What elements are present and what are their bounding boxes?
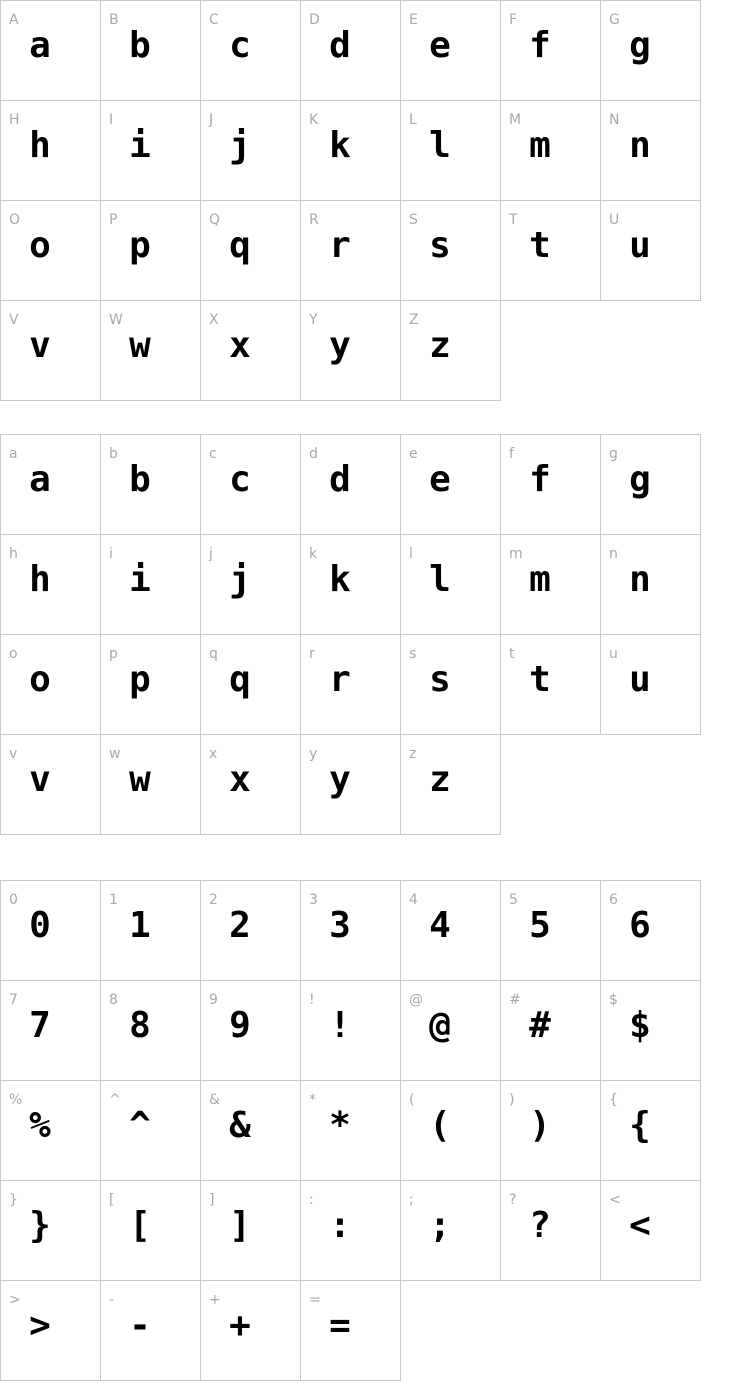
cell-glyph: q	[229, 659, 251, 700]
cell-glyph: l	[429, 559, 451, 600]
glyph-cell	[1, 981, 101, 1081]
cell-character-label: b	[109, 446, 118, 462]
glyph-cell	[601, 201, 701, 301]
cell-character-label: [	[109, 1192, 115, 1208]
glyph-cell	[301, 735, 401, 835]
cell-character-label: ?	[509, 1192, 517, 1208]
cell-character-label: Z	[409, 312, 419, 328]
cell-glyph: m	[529, 125, 551, 166]
glyph-cell	[301, 201, 401, 301]
cell-character-label: T	[509, 212, 518, 228]
glyph-grid-lowercase-letters	[0, 434, 701, 835]
glyph-cell	[1, 881, 101, 981]
glyph-cell	[1, 1, 101, 101]
cell-glyph: l	[429, 125, 451, 166]
cell-glyph: u	[629, 659, 651, 700]
cell-glyph: =	[329, 1305, 351, 1346]
cell-character-label: $	[609, 992, 618, 1008]
cell-glyph: &	[229, 1105, 251, 1146]
glyph-cell	[201, 101, 301, 201]
cell-character-label: B	[109, 12, 119, 28]
glyph-cell	[301, 1181, 401, 1281]
glyph-cell	[401, 1181, 501, 1281]
cell-character-label: ;	[409, 1192, 414, 1208]
cell-glyph: *	[329, 1105, 351, 1146]
cell-character-label: l	[409, 546, 413, 562]
glyph-cell	[101, 535, 201, 635]
glyph-cell	[1, 201, 101, 301]
cell-character-label: #	[509, 992, 521, 1008]
cell-character-label: m	[509, 546, 523, 562]
cell-character-label: f	[509, 446, 514, 462]
cell-character-label: k	[309, 546, 318, 562]
glyph-grid-row	[1, 201, 701, 301]
cell-character-label: y	[309, 746, 318, 762]
cell-glyph: 5	[529, 905, 551, 946]
cell-character-label: *	[309, 1092, 316, 1108]
cell-character-label: K	[309, 112, 319, 128]
cell-glyph: e	[429, 25, 451, 66]
glyph-cell	[401, 201, 501, 301]
cell-glyph: %	[29, 1105, 51, 1146]
glyph-cell	[1, 435, 101, 535]
cell-glyph: )	[529, 1105, 551, 1146]
glyph-cell	[101, 881, 201, 981]
cell-glyph: r	[329, 225, 351, 266]
cell-character-label: H	[9, 112, 20, 128]
cell-character-label: p	[109, 646, 118, 662]
glyph-cell	[201, 1281, 301, 1381]
cell-character-label: J	[209, 112, 214, 128]
cell-character-label: :	[309, 1192, 314, 1208]
cell-glyph: 4	[429, 905, 451, 946]
cell-character-label: 2	[209, 892, 218, 908]
cell-glyph: 9	[229, 1005, 251, 1046]
cell-glyph: q	[229, 225, 251, 266]
glyph-cell	[1, 735, 101, 835]
cell-character-label: %	[9, 1092, 23, 1108]
glyph-cell	[101, 981, 201, 1081]
cell-character-label: S	[409, 212, 418, 228]
cell-glyph: $	[629, 1005, 651, 1046]
cell-character-label: 1	[109, 892, 118, 908]
cell-glyph: h	[29, 125, 51, 166]
glyph-cell	[101, 1081, 201, 1181]
cell-character-label: i	[109, 546, 113, 562]
cell-glyph: a	[29, 25, 51, 66]
glyph-cell	[501, 1, 601, 101]
cell-glyph: @	[429, 1005, 451, 1046]
glyph-cell	[301, 101, 401, 201]
cell-glyph: y	[329, 325, 351, 366]
cell-character-label: j	[209, 546, 213, 562]
glyph-cell	[101, 101, 201, 201]
cell-character-label: 0	[9, 892, 18, 908]
cell-glyph: c	[229, 25, 251, 66]
glyph-grid-row	[1, 1081, 701, 1181]
glyph-grid-row	[1, 735, 701, 835]
cell-glyph: c	[229, 459, 251, 500]
glyph-grid-row	[1, 435, 701, 535]
glyph-cell	[201, 301, 301, 401]
cell-character-label: F	[509, 12, 518, 28]
cell-character-label: a	[9, 446, 18, 462]
cell-glyph: i	[129, 125, 151, 166]
cell-glyph: u	[629, 225, 651, 266]
glyph-cell	[1, 1181, 101, 1281]
glyph-cell	[301, 535, 401, 635]
glyph-grid-row	[1, 881, 701, 981]
cell-glyph: #	[529, 1005, 551, 1046]
cell-glyph: v	[29, 759, 51, 800]
cell-character-label: e	[409, 446, 418, 462]
cell-glyph: p	[129, 225, 151, 266]
cell-glyph: +	[229, 1305, 251, 1346]
cell-character-label: v	[9, 746, 18, 762]
glyph-cell	[201, 735, 301, 835]
cell-glyph: 7	[29, 1005, 51, 1046]
cell-character-label: P	[109, 212, 118, 228]
cell-character-label: O	[9, 212, 21, 228]
glyph-cell	[201, 1081, 301, 1181]
cell-glyph: n	[629, 125, 651, 166]
cell-glyph: e	[429, 459, 451, 500]
cell-character-label: =	[309, 1292, 321, 1308]
glyph-cell	[601, 635, 701, 735]
glyph-grid-row	[1, 101, 701, 201]
glyph-cell	[501, 1081, 601, 1181]
cell-glyph: d	[329, 25, 351, 66]
glyph-cell	[101, 1281, 201, 1381]
cell-character-label: )	[509, 1092, 515, 1108]
glyph-cell	[401, 981, 501, 1081]
cell-character-label: n	[609, 546, 618, 562]
glyph-cell	[501, 981, 601, 1081]
cell-character-label: (	[409, 1092, 415, 1108]
cell-character-label: C	[209, 12, 219, 28]
cell-character-label: E	[409, 12, 418, 28]
cell-glyph: 1	[129, 905, 151, 946]
cell-glyph: v	[29, 325, 51, 366]
glyph-cell	[501, 535, 601, 635]
cell-character-label: z	[409, 746, 417, 762]
glyph-grid-row	[1, 981, 701, 1081]
cell-glyph: ^	[129, 1105, 151, 1146]
cell-glyph: p	[129, 659, 151, 700]
glyph-cell	[101, 735, 201, 835]
glyph-cell	[1, 101, 101, 201]
glyph-cell	[301, 635, 401, 735]
cell-glyph: >	[29, 1305, 51, 1346]
cell-glyph: ;	[429, 1205, 451, 1246]
cell-glyph: i	[129, 559, 151, 600]
glyph-cell	[1, 1081, 101, 1181]
cell-character-label: 9	[209, 992, 218, 1008]
cell-character-label: w	[109, 746, 121, 762]
glyph-cell	[501, 1181, 601, 1281]
glyph-cell	[401, 1, 501, 101]
cell-glyph: n	[629, 559, 651, 600]
cell-glyph: (	[429, 1105, 451, 1146]
glyph-cell	[101, 1181, 201, 1281]
cell-character-label: R	[309, 212, 319, 228]
cell-glyph: <	[629, 1205, 651, 1246]
cell-glyph: t	[529, 659, 551, 700]
glyph-cell	[301, 1081, 401, 1181]
cell-character-label: c	[209, 446, 217, 462]
glyph-cell	[301, 881, 401, 981]
cell-character-label: 7	[9, 992, 18, 1008]
cell-character-label: 3	[309, 892, 318, 908]
glyph-cell	[201, 1, 301, 101]
cell-glyph: o	[29, 225, 51, 266]
cell-glyph: ]	[229, 1205, 251, 1246]
cell-glyph: f	[529, 459, 551, 500]
glyph-cell	[601, 435, 701, 535]
cell-character-label: u	[609, 646, 618, 662]
glyph-grid-row	[1, 1, 701, 101]
cell-glyph: g	[629, 25, 651, 66]
cell-glyph: w	[129, 759, 151, 800]
cell-glyph: k	[329, 125, 351, 166]
glyph-cell	[1, 635, 101, 735]
glyph-cell	[401, 735, 501, 835]
cell-glyph: x	[229, 759, 251, 800]
cell-glyph: z	[429, 325, 451, 366]
glyph-grid-uppercase-letters	[0, 0, 701, 401]
glyph-cell	[1, 1281, 101, 1381]
cell-character-label: I	[109, 112, 114, 128]
glyph-cell	[501, 881, 601, 981]
cell-character-label: {	[609, 1092, 618, 1108]
cell-glyph: a	[29, 459, 51, 500]
glyph-cell	[601, 1181, 701, 1281]
cell-character-label: ]	[209, 1192, 215, 1208]
glyph-cell	[101, 201, 201, 301]
glyph-cell	[301, 301, 401, 401]
cell-character-label: 6	[609, 892, 618, 908]
cell-glyph: -	[129, 1305, 151, 1346]
glyph-cell	[601, 981, 701, 1081]
cell-glyph: r	[329, 659, 351, 700]
glyph-cell	[101, 1, 201, 101]
cell-character-label: <	[609, 1192, 621, 1208]
glyph-cell	[601, 535, 701, 635]
glyph-cell	[601, 1, 701, 101]
cell-character-label: t	[509, 646, 515, 662]
glyph-cell	[501, 635, 601, 735]
cell-character-label: s	[409, 646, 417, 662]
cell-character-label: r	[309, 646, 315, 662]
cell-character-label: o	[9, 646, 18, 662]
cell-character-label: Q	[209, 212, 221, 228]
glyph-cell	[501, 101, 601, 201]
cell-glyph: :	[329, 1205, 351, 1246]
cell-glyph: o	[29, 659, 51, 700]
cell-character-label: -	[109, 1292, 115, 1308]
cell-glyph: y	[329, 759, 351, 800]
cell-glyph: t	[529, 225, 551, 266]
cell-character-label: x	[209, 746, 218, 762]
glyph-cell	[201, 201, 301, 301]
cell-glyph: j	[229, 125, 251, 166]
cell-glyph: s	[429, 225, 451, 266]
cell-character-label: @	[409, 992, 423, 1008]
cell-glyph: h	[29, 559, 51, 600]
cell-glyph: !	[329, 1005, 351, 1046]
cell-character-label: >	[9, 1292, 21, 1308]
glyph-cell	[401, 435, 501, 535]
glyph-cell	[301, 1, 401, 101]
glyph-cell	[601, 1081, 701, 1181]
glyph-cell	[401, 881, 501, 981]
cell-glyph: 2	[229, 905, 251, 946]
cell-character-label: Y	[309, 312, 318, 328]
cell-character-label: +	[209, 1292, 221, 1308]
cell-glyph: [	[129, 1205, 151, 1246]
glyph-cell	[201, 435, 301, 535]
cell-glyph: f	[529, 25, 551, 66]
cell-glyph: 3	[329, 905, 351, 946]
cell-glyph: b	[129, 459, 151, 500]
cell-glyph: z	[429, 759, 451, 800]
glyph-cell	[301, 435, 401, 535]
cell-glyph: ?	[529, 1205, 551, 1246]
glyph-cell	[501, 435, 601, 535]
cell-character-label: 4	[409, 892, 418, 908]
cell-character-label: W	[109, 312, 123, 328]
cell-glyph: 0	[29, 905, 51, 946]
cell-character-label: N	[609, 112, 620, 128]
cell-character-label: ^	[109, 1092, 121, 1108]
glyph-cell	[301, 981, 401, 1081]
glyph-cell	[201, 881, 301, 981]
glyph-cell	[401, 1081, 501, 1181]
cell-glyph: m	[529, 559, 551, 600]
cell-glyph: b	[129, 25, 151, 66]
glyph-cell	[501, 201, 601, 301]
glyph-grid-row	[1, 1281, 701, 1381]
glyph-cell	[101, 301, 201, 401]
glyph-cell	[601, 101, 701, 201]
cell-character-label: h	[9, 546, 18, 562]
cell-character-label: !	[309, 992, 315, 1008]
cell-glyph: x	[229, 325, 251, 366]
cell-character-label: V	[9, 312, 19, 328]
glyph-grid-row	[1, 635, 701, 735]
glyph-cell	[201, 535, 301, 635]
cell-character-label: L	[409, 112, 417, 128]
glyph-cell	[201, 635, 301, 735]
cell-glyph: j	[229, 559, 251, 600]
glyph-cell	[1, 301, 101, 401]
glyph-grid-row	[1, 1181, 701, 1281]
cell-character-label: }	[9, 1192, 18, 1208]
cell-character-label: g	[609, 446, 618, 462]
cell-glyph: g	[629, 459, 651, 500]
cell-character-label: U	[609, 212, 620, 228]
cell-glyph: 8	[129, 1005, 151, 1046]
cell-glyph: }	[29, 1205, 51, 1246]
cell-character-label: A	[9, 12, 19, 28]
cell-character-label: D	[309, 12, 320, 28]
glyph-cell	[401, 635, 501, 735]
glyph-grid-row	[1, 301, 701, 401]
glyph-cell	[401, 101, 501, 201]
cell-character-label: d	[309, 446, 318, 462]
cell-glyph: {	[629, 1105, 651, 1146]
glyph-cell	[201, 981, 301, 1081]
cell-character-label: X	[209, 312, 219, 328]
glyph-cell	[101, 435, 201, 535]
glyph-cell	[1, 535, 101, 635]
cell-character-label: q	[209, 646, 218, 662]
cell-glyph: k	[329, 559, 351, 600]
glyph-grid-row	[1, 535, 701, 635]
cell-glyph: 6	[629, 905, 651, 946]
glyph-cell	[401, 301, 501, 401]
glyph-cell	[201, 1181, 301, 1281]
cell-character-label: M	[509, 112, 522, 128]
glyph-grid-numbers-symbols	[0, 880, 701, 1381]
glyph-cell	[401, 535, 501, 635]
cell-glyph: d	[329, 459, 351, 500]
cell-character-label: 8	[109, 992, 118, 1008]
glyph-cell	[301, 1281, 401, 1381]
cell-glyph: w	[129, 325, 151, 366]
cell-glyph: s	[429, 659, 451, 700]
cell-character-label: 5	[509, 892, 518, 908]
cell-character-label: G	[609, 12, 620, 28]
glyph-cell	[601, 881, 701, 981]
glyph-cell	[101, 635, 201, 735]
cell-character-label: &	[209, 1092, 220, 1108]
